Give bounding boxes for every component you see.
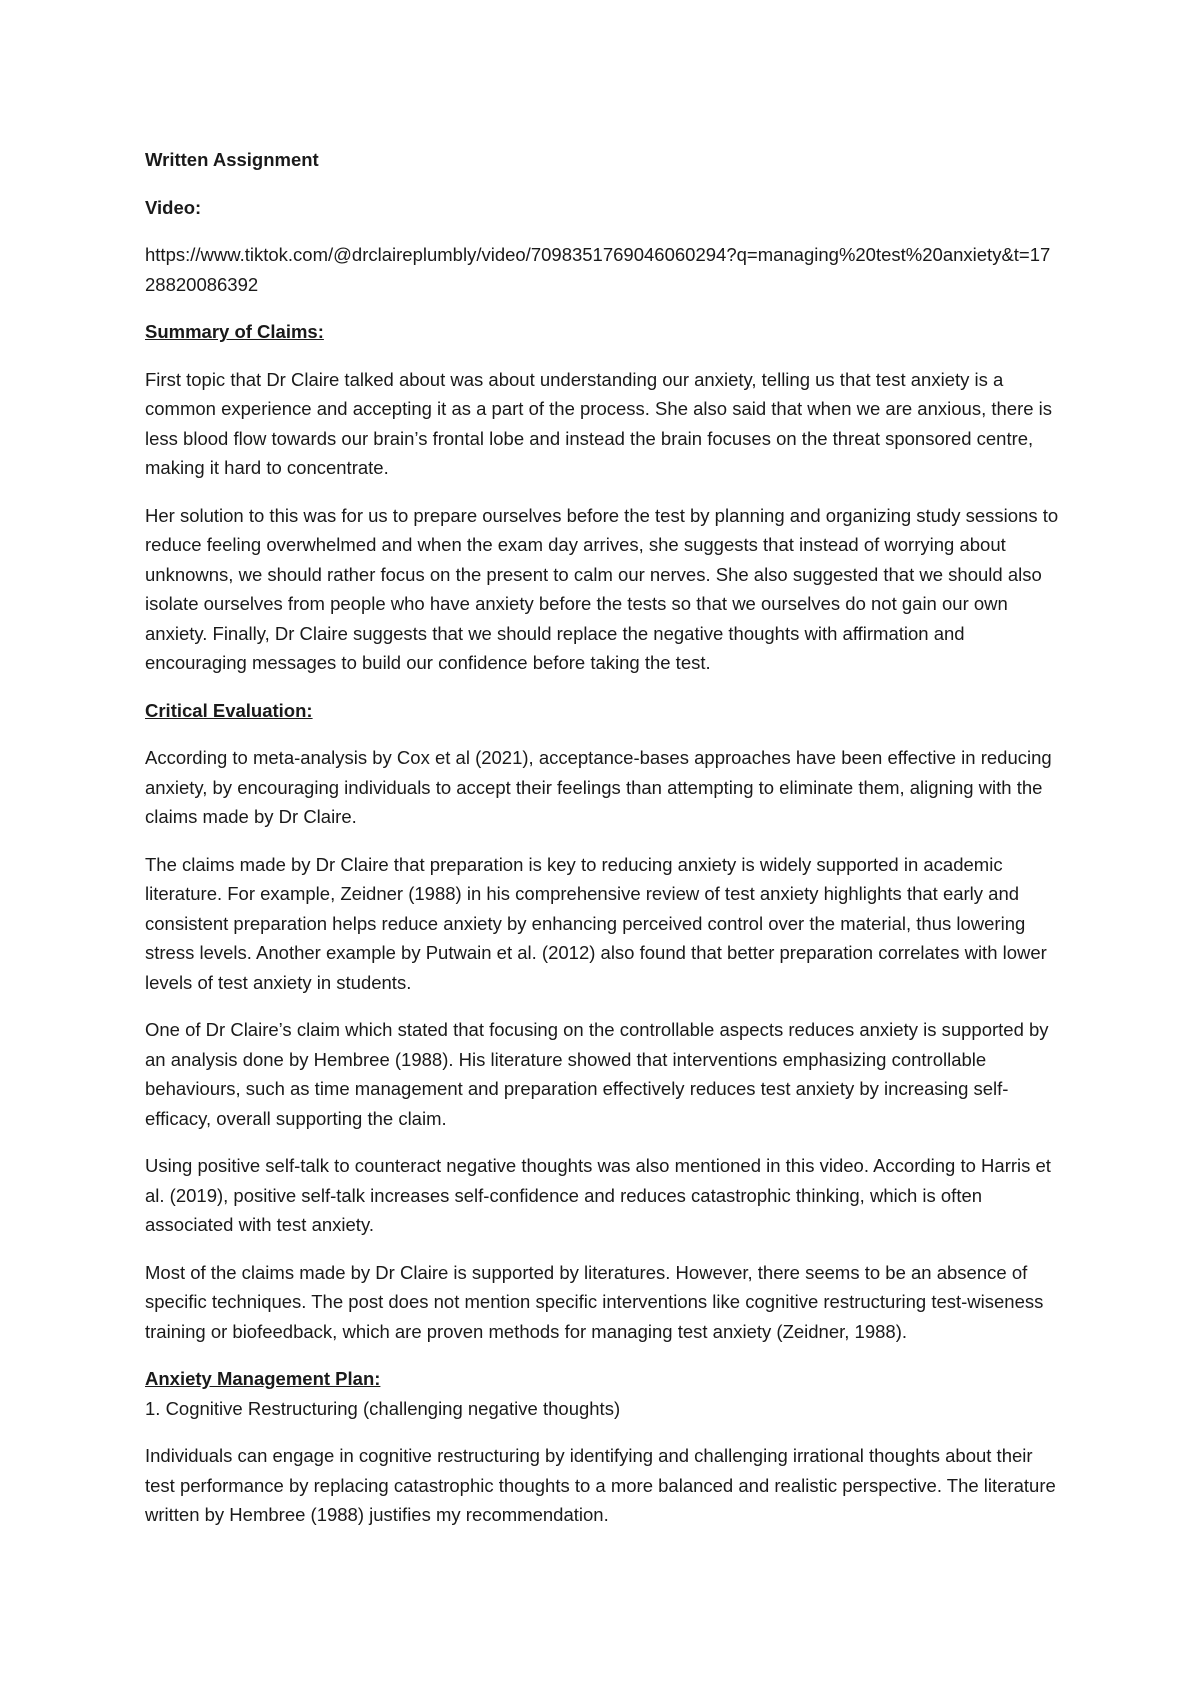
- document-body: [145, 145, 1060, 1548]
- summary-heading: Summary of Claims:: [145, 321, 324, 342]
- evaluation-paragraph-4: Using positive self-talk to counteract negative thoughts was also mentioned in this video. According to Harris et al. (2019), positive self-talk increases self-confidence and reduces catastrophic thinking, which is often associated with test anxiety.: [145, 1155, 1051, 1235]
- evaluation-paragraph-1: According to meta-analysis by Cox et al (2021), acceptance-bases approaches have been effective in reducing anxiety, by encouraging individuals to accept their feelings than attempting to eliminate them, aligning with the claims made by Dr Claire.: [145, 747, 1052, 827]
- summary-paragraph-1: First topic that Dr Claire talked about was about understanding our anxiety, telling us that test anxiety is a common experience and accepting it as a part of the process. She also said that when we are anxious, there is less blood flow towards our brain’s frontal lobe and instead the brain focuses on the threat sponsored centre, making it hard to concentrate.: [145, 368, 1053, 478]
- summary-paragraph-2: Her solution to this was for us to prepare ourselves before the test by planning and organizing study sessions to reduce feeling overwhelmed and when the exam day arrives, she suggests that instead of worrying about unknowns, we should rather focus on the present to calm our nerves. She also suggested that we should also isolate ourselves from people who have anxiety before the tests so that we ourselves do not gain our own anxiety. Finally, Dr Claire suggests that we should replace the negative thoughts with affirmation and encouraging messages to build our confidence before taking the test.: [145, 504, 1059, 673]
- document-title: Written Assignment: [145, 149, 319, 170]
- video-label: Video:: [145, 196, 202, 218]
- plan-paragraph-1: Individuals can engage in cognitive restructuring by identifying and challenging irrational thoughts about their test performance by replacing catastrophic thoughts to a more balanced and realistic perspective. The literature written by Hembree (1988) justifies my recommendation.: [145, 1445, 1056, 1525]
- plan-item-1: 1. Cognitive Restructuring (challenging negative thoughts): [145, 1397, 621, 1419]
- video-url: https://www.tiktok.com/@drclaireplumbly/video/7098351769046060294?q=managing%20test%20anxiety&t=1728820086392: [145, 244, 1051, 295]
- evaluation-paragraph-2: The claims made by Dr Claire that preparation is key to reducing anxiety is widely supported in academic literature. For example, Zeidner (1988) in his comprehensive review of test anxiety highlights that early and consistent preparation helps reduce anxiety by enhancing perceived control over the material, thus lowering stress levels. Another example by Putwain et al. (2012) also found that better preparation correlates with lower levels of test anxiety in students.: [145, 853, 1047, 993]
- evaluation-paragraph-3: One of Dr Claire’s claim which stated that focusing on the controllable aspects reduces anxiety is supported by an analysis done by Hembree (1988). His literature showed that interventions emphasizing controllable behaviours, such as time management and preparation effectively reduces test anxiety by increasing self-efficacy, overall supporting the claim.: [145, 1019, 1049, 1129]
- plan-heading: Anxiety Management Plan:: [145, 1368, 381, 1389]
- evaluation-heading: Critical Evaluation:: [145, 699, 313, 721]
- evaluation-paragraph-5: Most of the claims made by Dr Claire is supported by literatures. However, there seems to be an absence of specific techniques. The post does not mention specific interventions like cognitive restructuring test-wiseness training or biofeedback, which are proven methods for managing test anxiety (Zeidner, 1988).: [145, 1261, 1044, 1342]
